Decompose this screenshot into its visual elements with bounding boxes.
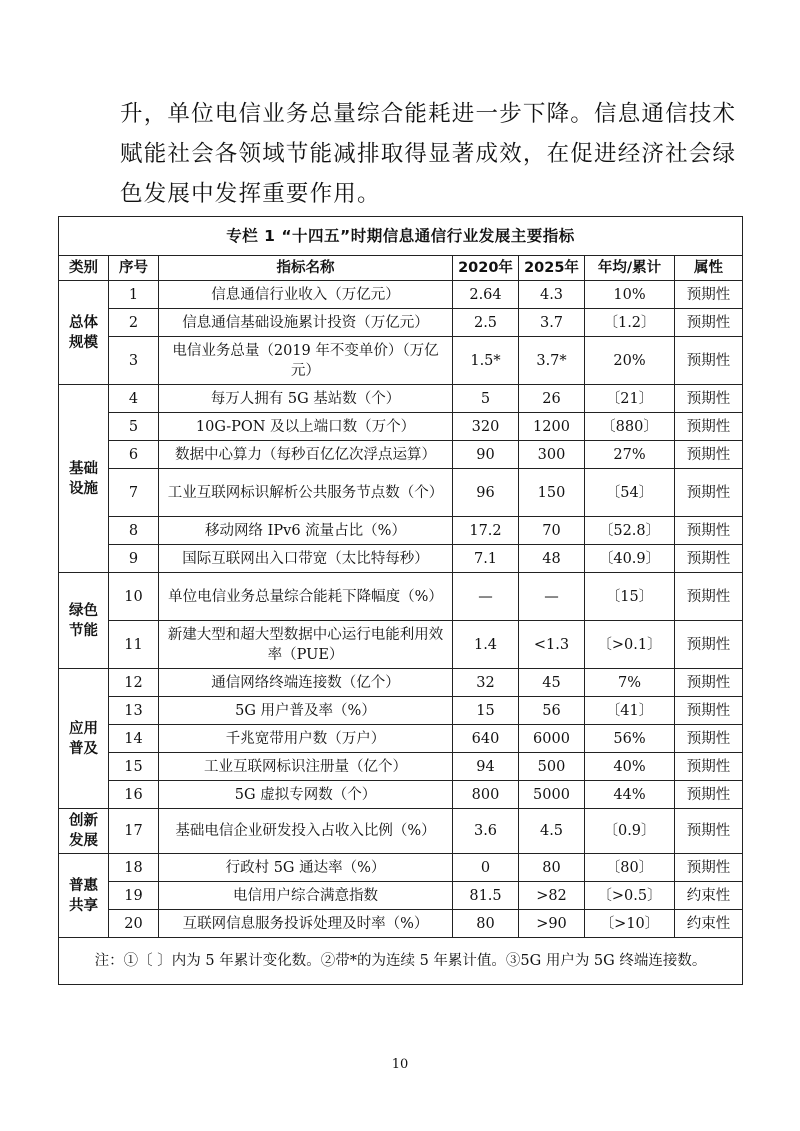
value-2025: <1.3	[519, 621, 585, 669]
value-2020: 32	[453, 669, 519, 697]
row-number: 1	[109, 281, 159, 309]
table-row	[59, 573, 743, 621]
header-average-cumulative: 年均/累计	[585, 256, 675, 281]
header-number: 序号	[109, 256, 159, 281]
value-2025: 45	[519, 669, 585, 697]
category-cell	[59, 669, 109, 809]
attribute: 预期性	[675, 309, 743, 337]
category-label: 规模	[69, 334, 98, 351]
value-2020: 2.5	[453, 309, 519, 337]
attribute: 预期性	[675, 697, 743, 725]
intro-line: 升，单位电信业务总量综合能耗进一步下降。信息通信技术	[120, 101, 737, 127]
category-label: 绿色	[69, 602, 98, 619]
row-number: 3	[109, 337, 159, 385]
value-2020: —	[453, 573, 519, 621]
average-cumulative: 〔880〕	[585, 413, 675, 441]
indicator-name: 国际互联网出入口带宽（太比特每秒）	[159, 545, 453, 573]
value-2020: 5	[453, 385, 519, 413]
header-indicator-name: 指标名称	[159, 256, 453, 281]
value-2025: 4.5	[519, 809, 585, 854]
average-cumulative: 〔15〕	[585, 573, 675, 621]
table-row	[59, 385, 743, 413]
category-cell	[59, 385, 109, 573]
row-number: 6	[109, 441, 159, 469]
row-number: 17	[109, 809, 159, 854]
header-row	[59, 256, 743, 281]
attribute: 约束性	[675, 910, 743, 938]
value-2025: >82	[519, 882, 585, 910]
table-row	[59, 337, 743, 385]
indicator-name: 行政村 5G 通达率（%）	[159, 854, 453, 882]
category-cell	[59, 854, 109, 938]
table-row	[59, 545, 743, 573]
attribute: 预期性	[675, 854, 743, 882]
attribute: 预期性	[675, 517, 743, 545]
row-number: 11	[109, 621, 159, 669]
indicator-name: 基础电信企业研发投入占收入比例（%）	[159, 809, 453, 854]
average-cumulative: 〔40.9〕	[585, 545, 675, 573]
indicator-name: 新建大型和超大型数据中心运行电能利用效率（PUE）	[159, 621, 453, 669]
average-cumulative: 〔1.2〕	[585, 309, 675, 337]
row-number: 16	[109, 781, 159, 809]
table-row	[59, 621, 743, 669]
category-label: 普惠	[69, 877, 98, 894]
indicator-name: 移动网络 IPv6 流量占比（%）	[159, 517, 453, 545]
value-2020: 15	[453, 697, 519, 725]
header-2025: 2025年	[519, 256, 585, 281]
attribute: 预期性	[675, 441, 743, 469]
intro-line: 色发展中发挥重要作用。	[120, 181, 381, 207]
indicator-name: 通信网络终端连接数（亿个）	[159, 669, 453, 697]
indicator-name: 10G-PON 及以上端口数（万个）	[159, 413, 453, 441]
attribute: 预期性	[675, 781, 743, 809]
average-cumulative: 20%	[585, 337, 675, 385]
table-row	[59, 697, 743, 725]
category-label: 设施	[69, 480, 98, 497]
row-number: 10	[109, 573, 159, 621]
table-row	[59, 725, 743, 753]
indicator-name: 工业互联网标识解析公共服务节点数（个）	[159, 469, 453, 517]
category-label: 基础	[69, 460, 98, 477]
value-2025: 56	[519, 697, 585, 725]
indicator-name: 电信用户综合满意指数	[159, 882, 453, 910]
attribute: 预期性	[675, 469, 743, 517]
row-number: 13	[109, 697, 159, 725]
table-row	[59, 281, 743, 309]
attribute: 预期性	[675, 413, 743, 441]
category-label: 共享	[69, 897, 98, 914]
table-row	[59, 882, 743, 910]
indicator-name: 互联网信息服务投诉处理及时率（%）	[159, 910, 453, 938]
indicator-name: 5G 虚拟专网数（个）	[159, 781, 453, 809]
value-2020: 0	[453, 854, 519, 882]
value-2020: 7.1	[453, 545, 519, 573]
average-cumulative: 〔52.8〕	[585, 517, 675, 545]
value-2020: 90	[453, 441, 519, 469]
intro-paragraph	[120, 94, 737, 214]
attribute: 预期性	[675, 281, 743, 309]
value-2020: 3.6	[453, 809, 519, 854]
attribute: 预期性	[675, 669, 743, 697]
average-cumulative: 〔0.9〕	[585, 809, 675, 854]
average-cumulative: 56%	[585, 725, 675, 753]
average-cumulative: 7%	[585, 669, 675, 697]
row-number: 18	[109, 854, 159, 882]
average-cumulative: 〔54〕	[585, 469, 675, 517]
category-cell	[59, 573, 109, 669]
value-2020: 94	[453, 753, 519, 781]
table-row	[59, 753, 743, 781]
category-label: 应用	[69, 720, 98, 737]
value-2025: 5000	[519, 781, 585, 809]
table-row	[59, 854, 743, 882]
page-number: 10	[391, 1057, 409, 1072]
value-2020: 1.5*	[453, 337, 519, 385]
value-2025: 80	[519, 854, 585, 882]
table-row	[59, 910, 743, 938]
value-2025: 150	[519, 469, 585, 517]
row-number: 7	[109, 469, 159, 517]
indicator-name: 电信业务总量（2019 年不变单价）（万亿元）	[159, 337, 453, 385]
table-row	[59, 669, 743, 697]
indicator-name: 信息通信行业收入（万亿元）	[159, 281, 453, 309]
category-cell	[59, 809, 109, 854]
attribute: 预期性	[675, 621, 743, 669]
value-2020: 320	[453, 413, 519, 441]
row-number: 8	[109, 517, 159, 545]
header-category: 类别	[59, 256, 109, 281]
table-caption: 专栏 1 “十四五”时期信息通信行业发展主要指标	[59, 217, 743, 256]
value-2025: —	[519, 573, 585, 621]
attribute: 预期性	[675, 725, 743, 753]
row-number: 5	[109, 413, 159, 441]
header-attribute: 属性	[675, 256, 743, 281]
value-2025: 3.7	[519, 309, 585, 337]
table-row	[59, 469, 743, 517]
value-2025: 3.7*	[519, 337, 585, 385]
average-cumulative: 〔80〕	[585, 854, 675, 882]
value-2025: 300	[519, 441, 585, 469]
value-2025: 4.3	[519, 281, 585, 309]
table-row	[59, 441, 743, 469]
value-2025: >90	[519, 910, 585, 938]
value-2020: 80	[453, 910, 519, 938]
attribute: 预期性	[675, 385, 743, 413]
indicator-name: 信息通信基础设施累计投资（万亿元）	[159, 309, 453, 337]
attribute: 预期性	[675, 753, 743, 781]
value-2020: 800	[453, 781, 519, 809]
attribute: 预期性	[675, 337, 743, 385]
value-2025: 6000	[519, 725, 585, 753]
value-2020: 1.4	[453, 621, 519, 669]
indicator-name: 数据中心算力（每秒百亿亿次浮点运算）	[159, 441, 453, 469]
indicator-name: 单位电信业务总量综合能耗下降幅度（%）	[159, 573, 453, 621]
category-label: 普及	[69, 740, 98, 757]
indicators-table	[58, 216, 743, 985]
average-cumulative: 10%	[585, 281, 675, 309]
value-2020: 81.5	[453, 882, 519, 910]
row-number: 14	[109, 725, 159, 753]
attribute: 约束性	[675, 882, 743, 910]
row-number: 20	[109, 910, 159, 938]
table-row	[59, 413, 743, 441]
average-cumulative: 40%	[585, 753, 675, 781]
indicator-name: 5G 用户普及率（%）	[159, 697, 453, 725]
row-number: 9	[109, 545, 159, 573]
value-2020: 2.64	[453, 281, 519, 309]
row-number: 15	[109, 753, 159, 781]
average-cumulative: 〔>0.5〕	[585, 882, 675, 910]
attribute: 预期性	[675, 545, 743, 573]
intro-line: 赋能社会各领域节能减排取得显著成效，在促进经济社会绿	[120, 141, 737, 167]
category-cell	[59, 281, 109, 385]
value-2020: 17.2	[453, 517, 519, 545]
row-number: 4	[109, 385, 159, 413]
attribute: 预期性	[675, 809, 743, 854]
value-2025: 1200	[519, 413, 585, 441]
indicator-name: 每万人拥有 5G 基站数（个）	[159, 385, 453, 413]
indicator-name: 工业互联网标识注册量（亿个）	[159, 753, 453, 781]
row-number: 2	[109, 309, 159, 337]
header-2020: 2020年	[453, 256, 519, 281]
row-number: 19	[109, 882, 159, 910]
average-cumulative: 44%	[585, 781, 675, 809]
category-label: 总体	[69, 314, 98, 331]
category-label: 创新	[69, 813, 98, 829]
average-cumulative: 27%	[585, 441, 675, 469]
indicator-name: 千兆宽带用户数（万户）	[159, 725, 453, 753]
table-note: 注：①〔 〕内为 5 年累计变化数。②带*的为连续 5 年累计值。③5G 用户为 5G 终端连接数。	[59, 938, 743, 985]
attribute: 预期性	[675, 573, 743, 621]
row-number: 12	[109, 669, 159, 697]
average-cumulative: 〔>0.1〕	[585, 621, 675, 669]
value-2025: 500	[519, 753, 585, 781]
value-2020: 640	[453, 725, 519, 753]
average-cumulative: 〔21〕	[585, 385, 675, 413]
category-label: 发展	[69, 833, 98, 849]
category-label: 节能	[69, 622, 98, 639]
table-row	[59, 781, 743, 809]
value-2025: 48	[519, 545, 585, 573]
value-2025: 26	[519, 385, 585, 413]
table-row	[59, 309, 743, 337]
average-cumulative: 〔41〕	[585, 697, 675, 725]
value-2025: 70	[519, 517, 585, 545]
table-row	[59, 809, 743, 854]
average-cumulative: 〔>10〕	[585, 910, 675, 938]
table-row	[59, 517, 743, 545]
value-2020: 96	[453, 469, 519, 517]
